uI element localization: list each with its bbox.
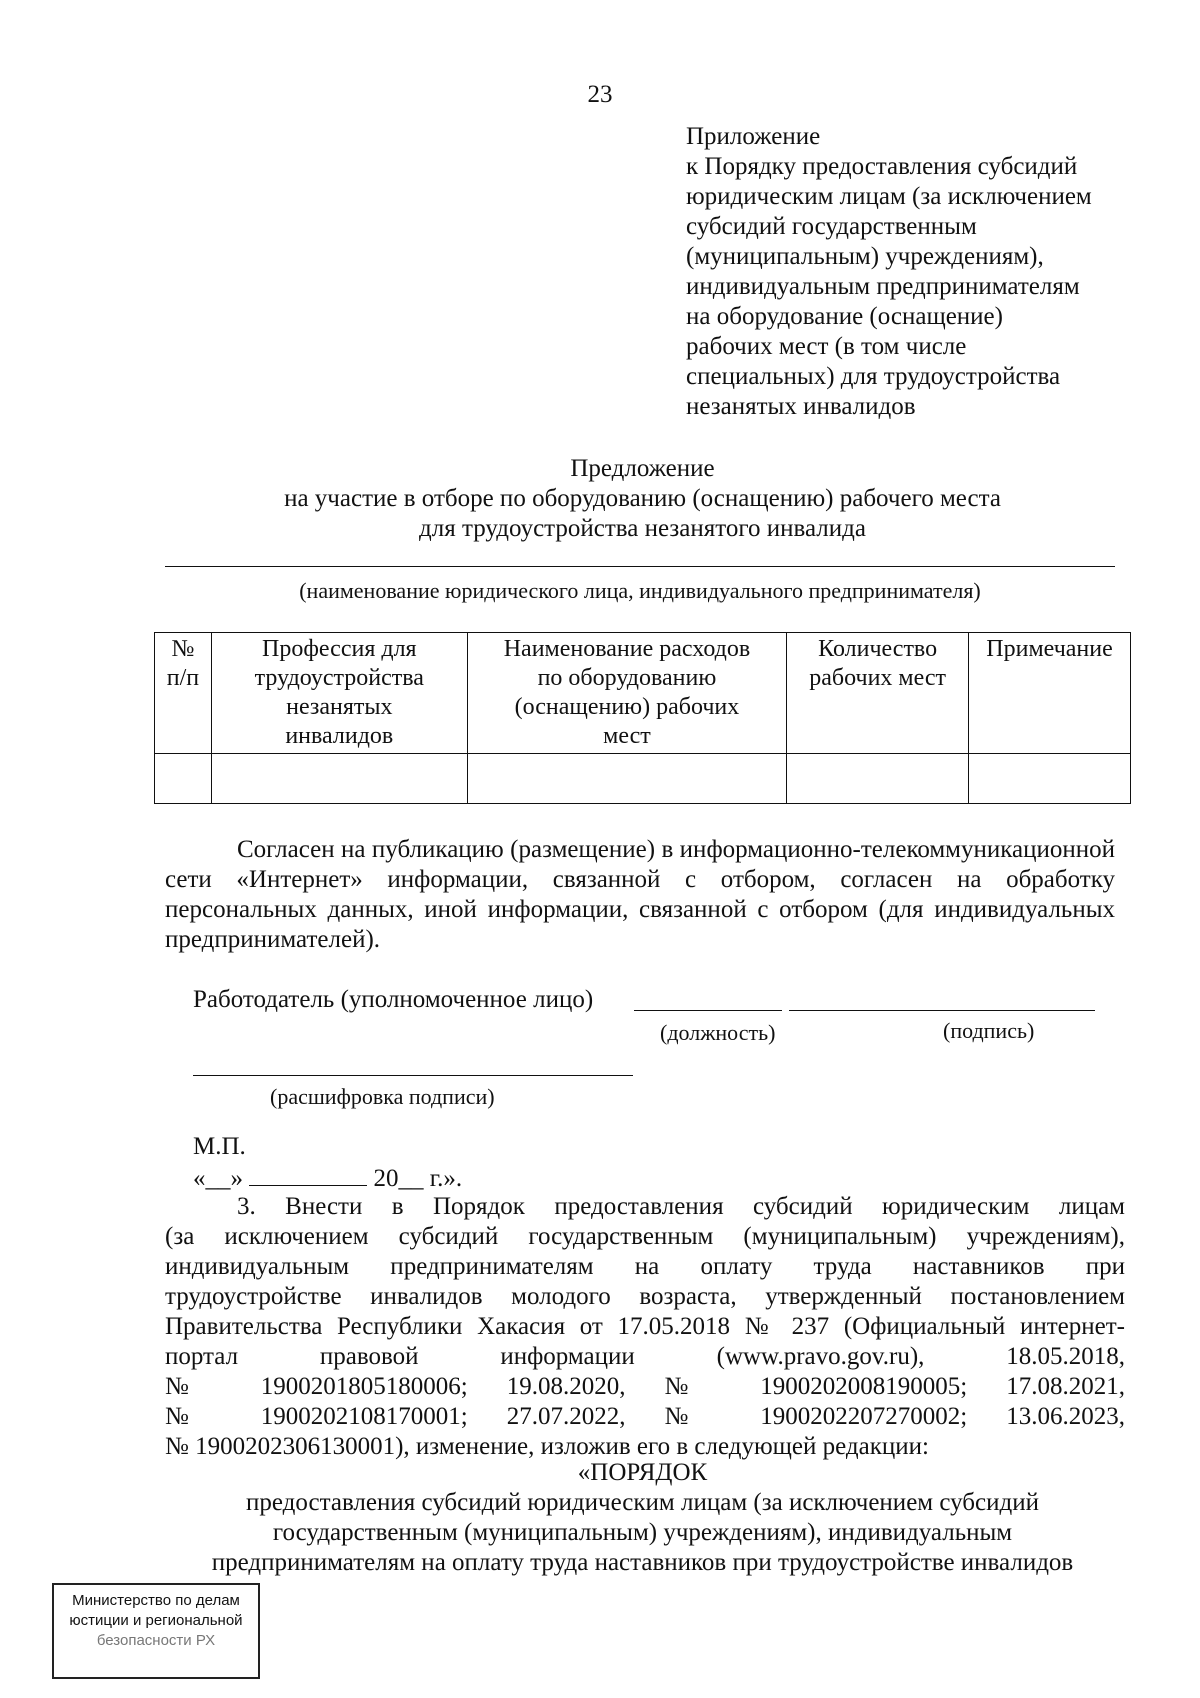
table-cell[interactable] [969,754,1131,804]
amendment-line: № 1900201805180006; 19.08.2020, № 1900202008190005; 17.08.2021, [165,1373,1125,1400]
position-caption: (должность) [660,1020,776,1045]
amendment-paragraph [165,1192,1125,1462]
appendix-line: рабочих мест (в том числе [686,333,967,360]
position-line[interactable] [634,1010,782,1011]
stamp-line: юстиции и региональной [69,1612,243,1629]
table-header-note: Примечание [969,633,1131,754]
amendment-line: № 1900202108170001; 27.07.2022, № 1900202207270002; 13.06.2023, [165,1403,1125,1430]
seal-mark: М.П. [193,1133,246,1160]
appendix-line: Приложение [686,123,821,150]
consent-block [165,835,1115,955]
amendment-line: Правительства Республики Хакасия от 17.05.2018 № 237 (Официальный интернет- [165,1313,1125,1340]
proposal-subtitle: на участие в отборе по оборудованию (оснащению) рабочего места [284,485,1001,512]
stamp-line: Министерство по делам [72,1592,240,1609]
table-row [155,754,1131,804]
proposal-table [154,632,1131,804]
page-number: 23 [587,81,613,108]
organization-name-caption: (наименование юридического лица, индивидуального предпринимателя) [299,578,981,603]
table-header-expenses: Наименование расходов по оборудованию (оснащению) рабочих мест [467,633,787,754]
table-header-number: № п/п [155,633,212,754]
appendix-line: специальных) для трудоустройства [686,363,1061,390]
amendment-line: портал правовой информации (www.pravo.gov.ru), 18.05.2018, [165,1343,1125,1370]
order-title: «ПОРЯДОК [577,1459,708,1486]
date-row [193,1163,462,1194]
appendix-line: юридическим лицам (за исключением [686,183,1092,210]
proposal-title-block [150,454,1135,544]
order-subtitle: государственным (муниципальным) учреждениям), индивидуальным [272,1519,1013,1546]
appendix-line: индивидуальным предпринимателям [686,273,1080,300]
amendment-line: (за исключением субсидий государственным (муниципальным) учреждениям), [165,1223,1125,1250]
order-subtitle: предпринимателям на оплату труда наставников при трудоустройстве инвалидов [211,1549,1074,1576]
consent-text: Согласен на публикацию (размещение) в информационно-телекоммуникационной сети «Интернет» информации, связанной с отбором, согласен на обработку персональных данных, иной информации, связанной с отбором (для индивидуальных предпринимателей). [165,836,1115,953]
organization-name-line[interactable] [165,566,1115,567]
table-cell[interactable] [787,754,969,804]
order-subtitle: предоставления субсидий юридическим лицам (за исключением субсидий [246,1489,1039,1516]
proposal-title: Предложение [570,455,715,482]
appendix-line: (муниципальным) учреждениям), [686,243,1044,270]
amendment-line: № 1900202306130001), изменение, изложив его в следующей редакции: [165,1433,929,1460]
appendix-line: к Порядку предоставления субсидий [686,153,1078,180]
signature-caption: (подпись) [943,1018,1035,1043]
date-day: «__» [193,1165,243,1192]
table-cell[interactable] [211,754,467,804]
proposal-subtitle: для трудоустройства незанятого инвалида [419,515,866,542]
signature-line[interactable] [789,1010,1095,1011]
employer-label: Работодатель (уполномоченное лицо) [193,986,594,1013]
amendment-line: трудоустройстве инвалидов молодого возраста, утвержденный постановлением [165,1283,1125,1310]
signature-decoding-line[interactable] [193,1075,633,1076]
appendix-line: субсидий государственным [686,213,977,240]
appendix-line: на оборудование (оснащение) [686,303,1003,330]
table-header-workplaces: Количество рабочих мест [787,633,969,754]
date-month-line[interactable] [249,1163,367,1186]
appendix-line: незанятых инвалидов [686,393,916,420]
signature-decoding-caption: (расшифровка подписи) [270,1084,495,1109]
stamp-line: безопасности РХ [96,1632,216,1649]
amendment-line: индивидуальным предпринимателям на оплату труда наставников при [165,1253,1125,1280]
amendment-line: 3. Внести в Порядок предоставления субсидий юридическим лицам [237,1193,1125,1220]
order-title-block [150,1458,1135,1578]
date-year: 20__ г.». [373,1165,463,1192]
table-header-profession: Профессия для трудоустройства незанятых инвалидов [211,633,467,754]
appendix-heading [686,122,1156,422]
table-cell[interactable] [467,754,787,804]
ministry-stamp [52,1583,260,1679]
table-cell[interactable] [155,754,212,804]
